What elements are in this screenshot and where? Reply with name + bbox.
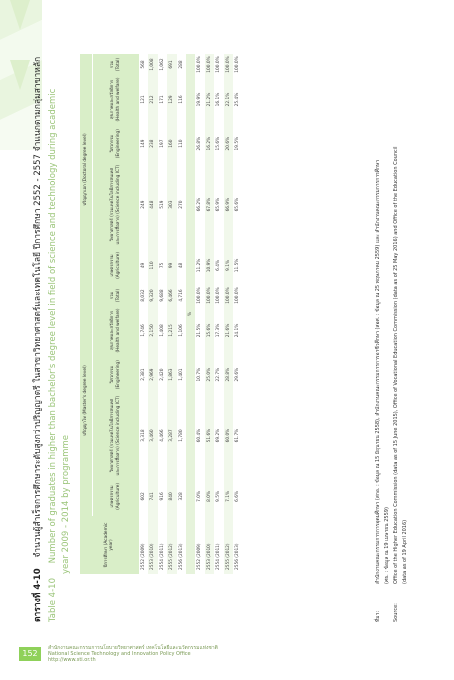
rotated-page-content: [22, 42, 432, 622]
masters-cell: 1,780: [177, 394, 187, 476]
source-english-line1: Office of the Higher Education Commission (data as of 15 June 2015), Office of Vocational Education Commission (data as of 25 May 2016) and Office of the Education Council: [393, 146, 399, 584]
doctoral-cell: 568: [139, 54, 149, 75]
doctoral-cell: 519: [158, 163, 168, 245]
header-masters-group: ปริญญาโท (Master's degree level): [80, 285, 93, 516]
masters-cell: 1,401: [177, 355, 187, 394]
doctoral-cell: 48: [177, 246, 187, 285]
doctoral-cell: 9.1%: [224, 246, 234, 285]
masters-cell: 1,106: [177, 306, 187, 355]
masters-cell: 602: [139, 477, 149, 516]
doctoral-cell: 121: [139, 75, 149, 124]
source-notes: [374, 52, 410, 622]
masters-cell: 3,287: [167, 394, 177, 476]
table-row: [167, 54, 177, 574]
doctoral-cell: 11.2%: [195, 246, 205, 285]
table-row: [148, 54, 158, 574]
masters-cell: 1,215: [167, 306, 177, 355]
doctoral-cell: 100.0%: [195, 54, 205, 75]
header-doctoral-sci: วิทยาศาสตร์ (รวมเทคโนโลยีสารสนเทศ และการสื่อสาร) (Science including ICT): [93, 163, 139, 245]
doctoral-cell: 16.2%: [205, 124, 215, 163]
doctoral-cell: 21.2%: [205, 75, 215, 124]
masters-cell: 22.7%: [214, 355, 224, 394]
source-thai-line2: (ศธ. : ข้อมูล ณ 19 เมษายน 2559): [384, 507, 390, 584]
page-footer: [48, 645, 218, 664]
doctoral-cell: 129: [167, 75, 177, 124]
table-title-thai: [30, 57, 44, 622]
masters-cell: 100.0%: [224, 285, 234, 306]
source-english-label: Source:: [393, 603, 399, 622]
header-masters-agri: เกษตรกรรม (Agriculture): [93, 477, 139, 516]
masters-cell: 1,863: [167, 355, 177, 394]
masters-cell: 8,032: [139, 285, 149, 306]
header-masters-total: รวม (Total): [93, 285, 139, 306]
table-title-english-line1: Number of graduates in higher than bachelor's degree level in field of science and technology during academic: [48, 88, 58, 564]
doctoral-cell: 197: [158, 124, 168, 163]
doctoral-cell: 99: [167, 246, 177, 285]
masters-cell: 7.0%: [195, 477, 205, 516]
doctoral-cell: 116: [177, 75, 187, 124]
source-thai-label: ที่มา:: [375, 610, 381, 622]
masters-cell: 69.2%: [214, 394, 224, 476]
masters-cell: 100.0%: [214, 285, 224, 306]
doctoral-cell: 100.0%: [205, 54, 215, 75]
masters-cell: 4,716: [177, 285, 187, 306]
masters-cell: 24.1%: [233, 306, 243, 355]
doctoral-cell: 65.9%: [214, 163, 224, 245]
footer-line-agency-thai: สำนักงานคณะกรรมการนโยบายวิทยาศาสตร์ เทคโนโลยีและนวัตกรรมแห่งชาติ: [48, 645, 218, 651]
doctoral-cell: 100.0%: [233, 54, 243, 75]
page-number: 152: [19, 647, 41, 661]
masters-cell: 8.0%: [205, 477, 215, 516]
year-cell: 2555 (2012): [224, 516, 234, 574]
masters-cell: 9,688: [158, 285, 168, 306]
masters-cell: 25.0%: [205, 355, 215, 394]
year-cell: 2554 (2011): [158, 516, 168, 574]
header-year: ปีการศึกษา (Academic year): [80, 516, 139, 574]
masters-cell: 3,318: [139, 394, 149, 476]
table-title-thai-text: จำนวนผู้สำเร็จการศึกษาระดับสูงกว่าปริญญาตรี ในสาขาวิทยาศาสตร์และเทคโนโลยี ปีการศึกษา 2552 - 2557 จำแนกตามกลุ่มสาขาหลัก: [33, 56, 43, 558]
masters-cell: 7.1%: [224, 477, 234, 516]
masters-cell: 1,746: [139, 306, 149, 355]
header-masters-sci: วิทยาศาสตร์ (รวมเทคโนโลยีสารสนเทศ และการสื่อสาร) (Science including ICT): [93, 394, 139, 476]
table-label-english: Table 4-10: [48, 578, 58, 622]
masters-cell: 2,150: [148, 306, 158, 355]
masters-cell: 1,408: [158, 306, 168, 355]
doctoral-cell: 75: [158, 246, 168, 285]
masters-cell: 6,466: [167, 285, 177, 306]
masters-cell: 328: [177, 477, 187, 516]
table-title-english-line2: year 2009 - 2014 by programme: [61, 434, 71, 574]
masters-cell: 9.5%: [214, 477, 224, 516]
masters-cell: 60.0%: [224, 394, 234, 476]
year-cell: 2555 (2012): [167, 516, 177, 574]
doctoral-cell: 10.9%: [205, 246, 215, 285]
percent-row: [233, 54, 243, 574]
doctoral-cell: 288: [177, 54, 187, 75]
header-doctoral-total: รวม (Total): [93, 54, 139, 75]
year-cell: 2554 (2011): [214, 516, 224, 574]
masters-cell: 51.6%: [205, 394, 215, 476]
doctoral-cell: 19.9%: [195, 75, 205, 124]
percent-row: [195, 54, 205, 574]
doctoral-cell: 15.6%: [214, 124, 224, 163]
doctoral-cell: 270: [177, 163, 187, 245]
header-masters-eng: วิศวกรรม (Engineering): [93, 355, 139, 394]
doctoral-cell: 26.8%: [195, 124, 205, 163]
doctoral-cell: 65.6%: [233, 163, 243, 245]
masters-cell: 21.5%: [195, 306, 205, 355]
graduates-table: [80, 54, 243, 574]
doctoral-cell: 20.6%: [224, 124, 234, 163]
doctoral-cell: 25.4%: [233, 75, 243, 124]
year-cell: 2552 (2009): [139, 516, 149, 574]
doctoral-cell: 22.1%: [224, 75, 234, 124]
doctoral-cell: 249: [139, 163, 149, 245]
doctoral-cell: 6.4%: [214, 246, 224, 285]
doctoral-cell: 100.0%: [224, 54, 234, 75]
percent-row: [214, 54, 224, 574]
source-thai-line1: สำนักงานคณะกรรมการการอุดมศึกษา (สกอ. : ข้อมูล ณ 15 มิถุนายน 2558), สำนักงานคณะกรรมการการอาชีวศึกษา (สอศ. : ข้อมูล ณ 25 พฤษภาคม 2559) และ สำนักงานคณะกรรมการการศึกษา: [375, 159, 381, 584]
footer-link-website[interactable]: http://www.sti.or.th: [48, 657, 96, 664]
doctoral-cell: 171: [158, 75, 168, 124]
masters-cell: 15.6%: [205, 306, 215, 355]
doctoral-cell: 19.5%: [233, 124, 243, 163]
masters-cell: 28.8%: [224, 355, 234, 394]
masters-cell: 100.0%: [233, 285, 243, 306]
table-label-thai: ตารางที่ 4-10: [33, 568, 43, 622]
header-doctoral-group: ปริญญาเอก (Doctoral degree level): [80, 54, 93, 285]
source-thai: [374, 52, 392, 622]
doctoral-cell: 238: [148, 124, 158, 163]
header-doctoral-eng: วิศวกรรม (Engineering): [93, 124, 139, 163]
year-cell: 2553 (2010): [148, 516, 158, 574]
doctoral-cell: 67.8%: [205, 163, 215, 245]
masters-cell: 21.6%: [224, 306, 234, 355]
masters-cell: 2,381: [139, 355, 149, 394]
year-cell: 2553 (2010): [205, 516, 215, 574]
doctoral-cell: 1,008: [148, 54, 158, 75]
table-row: [158, 54, 168, 574]
doctoral-cell: 160: [167, 124, 177, 163]
percent-row: [205, 54, 215, 574]
masters-cell: 100.0%: [195, 285, 205, 306]
doctoral-cell: 303: [167, 163, 177, 245]
masters-cell: 2,420: [158, 355, 168, 394]
masters-cell: 100.0%: [205, 285, 215, 306]
masters-cell: 916: [158, 477, 168, 516]
masters-cell: 17.3%: [214, 306, 224, 355]
doctoral-cell: 49: [139, 246, 149, 285]
graduates-table-wrapper: [80, 54, 243, 574]
masters-cell: 840: [167, 477, 177, 516]
percent-symbol-cell: %: [186, 54, 195, 574]
doctoral-cell: 691: [167, 54, 177, 75]
masters-cell: 29.6%: [233, 355, 243, 394]
masters-cell: 741: [148, 477, 158, 516]
percent-divider-row: [186, 54, 195, 574]
doctoral-cell: 11.5%: [233, 246, 243, 285]
doctoral-cell: 448: [148, 163, 158, 245]
table-row: [177, 54, 187, 574]
masters-cell: 4,466: [158, 394, 168, 476]
masters-cell: 9,320: [148, 285, 158, 306]
year-cell: 2556 (2013): [233, 516, 243, 574]
year-cell: 2552 (2009): [195, 516, 205, 574]
footer-line-agency-english: National Science Technology and Innovation Policy Office: [48, 651, 191, 658]
table-title-english: [48, 89, 71, 622]
year-cell: 2556 (2013): [177, 516, 187, 574]
masters-cell: 60.4%: [195, 394, 205, 476]
doctoral-cell: 66.9%: [224, 163, 234, 245]
masters-cell: 2,969: [148, 355, 158, 394]
header-doctoral-agri: เกษตรกรรม (Agriculture): [93, 246, 139, 285]
doctoral-cell: 110: [177, 124, 187, 163]
masters-cell: 6.6%: [233, 477, 243, 516]
doctoral-cell: 149: [139, 124, 149, 163]
source-english-line2: (data as of 19 April 2016): [402, 519, 408, 584]
source-english: [392, 52, 410, 622]
masters-cell: 61.7%: [233, 394, 243, 476]
masters-cell: 3,460: [148, 394, 158, 476]
doctoral-cell: 212: [148, 75, 158, 124]
doctoral-cell: 16.1%: [214, 75, 224, 124]
header-masters-health: สุขภาพและสวัสดิการ (Health and welfare): [93, 306, 139, 355]
doctoral-cell: 1,062: [158, 54, 168, 75]
masters-cell: 10.7%: [195, 355, 205, 394]
table-row: [139, 54, 149, 574]
percent-row: [224, 54, 234, 574]
table-body: [139, 54, 243, 574]
doctoral-cell: 66.2%: [195, 163, 205, 245]
doctoral-cell: 100.0%: [214, 54, 224, 75]
doctoral-cell: 110: [148, 246, 158, 285]
header-doctoral-health: สุขภาพและสวัสดิการ (Health and welfare): [93, 75, 139, 124]
